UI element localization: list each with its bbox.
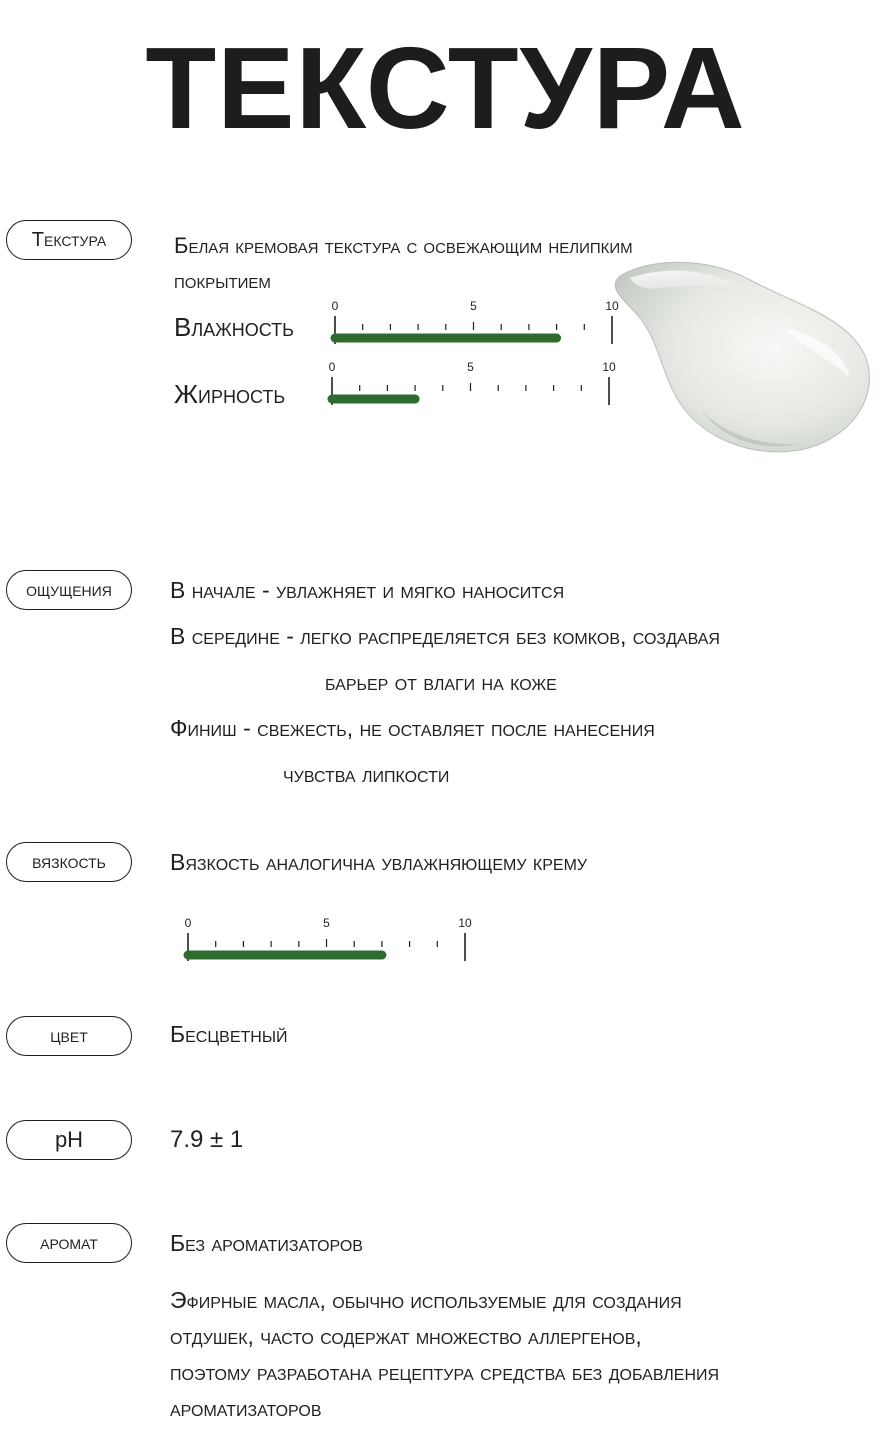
aroma-text: Без ароматизаторов [170,1230,363,1256]
texture-description-line-2: покрытием [174,268,271,293]
aroma-note-line-1: Эфирные масла, обычно используемые для создания [170,1287,682,1313]
moisture-label: Влажность [174,312,294,342]
scale-label-mid: 5 [470,299,477,313]
color-tag: цвет [6,1016,132,1056]
aroma-note-line-4: ароматизаторов [170,1395,322,1421]
ph-value: 7.9 ± 1 [170,1126,244,1153]
page-title: ТЕКСТУРА [145,23,746,153]
viscosity-scale [173,913,483,963]
sensations-start: В начале - увлажняет и мягко наносится [170,577,565,603]
sensations-middle: В середине - легко распределяется без комков, создавая [170,623,720,649]
oiliness-label: Жирность [174,379,286,409]
aroma-note-line-2: отдушек, часто содержат множество аллергенов, [170,1323,642,1349]
moisture-scale [320,296,630,346]
aroma-tag: аромат [6,1223,132,1263]
texture-tag: Текстура [6,220,132,260]
oiliness-scale [317,357,627,407]
scale-label-max: 10 [602,360,616,374]
scale-label-max: 10 [605,299,619,313]
sensations-finish: Финиш - свежесть, не оставляет после нанесения [170,715,655,741]
sensations-finish-cont: чувства липкости [283,761,450,787]
aroma-note-line-3: поэтому разработана рецептура средства без добавления [170,1359,720,1385]
scale-label-mid: 5 [323,916,330,930]
color-text: Бесцветный [170,1021,288,1047]
scale-label-min: 0 [184,916,192,930]
ph-tag: pH [6,1120,132,1160]
scale-label-max: 10 [458,916,472,930]
sensations-tag: ощущения [6,570,132,610]
viscosity-tag: вязкость [6,842,132,882]
texture-description-line-1: Белая кремовая текстура с освежающим нелипким [174,233,633,258]
viscosity-text: Вязкость аналогична увлажняющему крему [170,849,588,875]
scale-label-min: 0 [328,360,336,374]
sensations-middle-cont: барьер от влаги на коже [325,669,557,695]
scale-label-min: 0 [331,299,339,313]
cream-swatch-image [610,258,872,458]
scale-label-mid: 5 [467,360,474,374]
